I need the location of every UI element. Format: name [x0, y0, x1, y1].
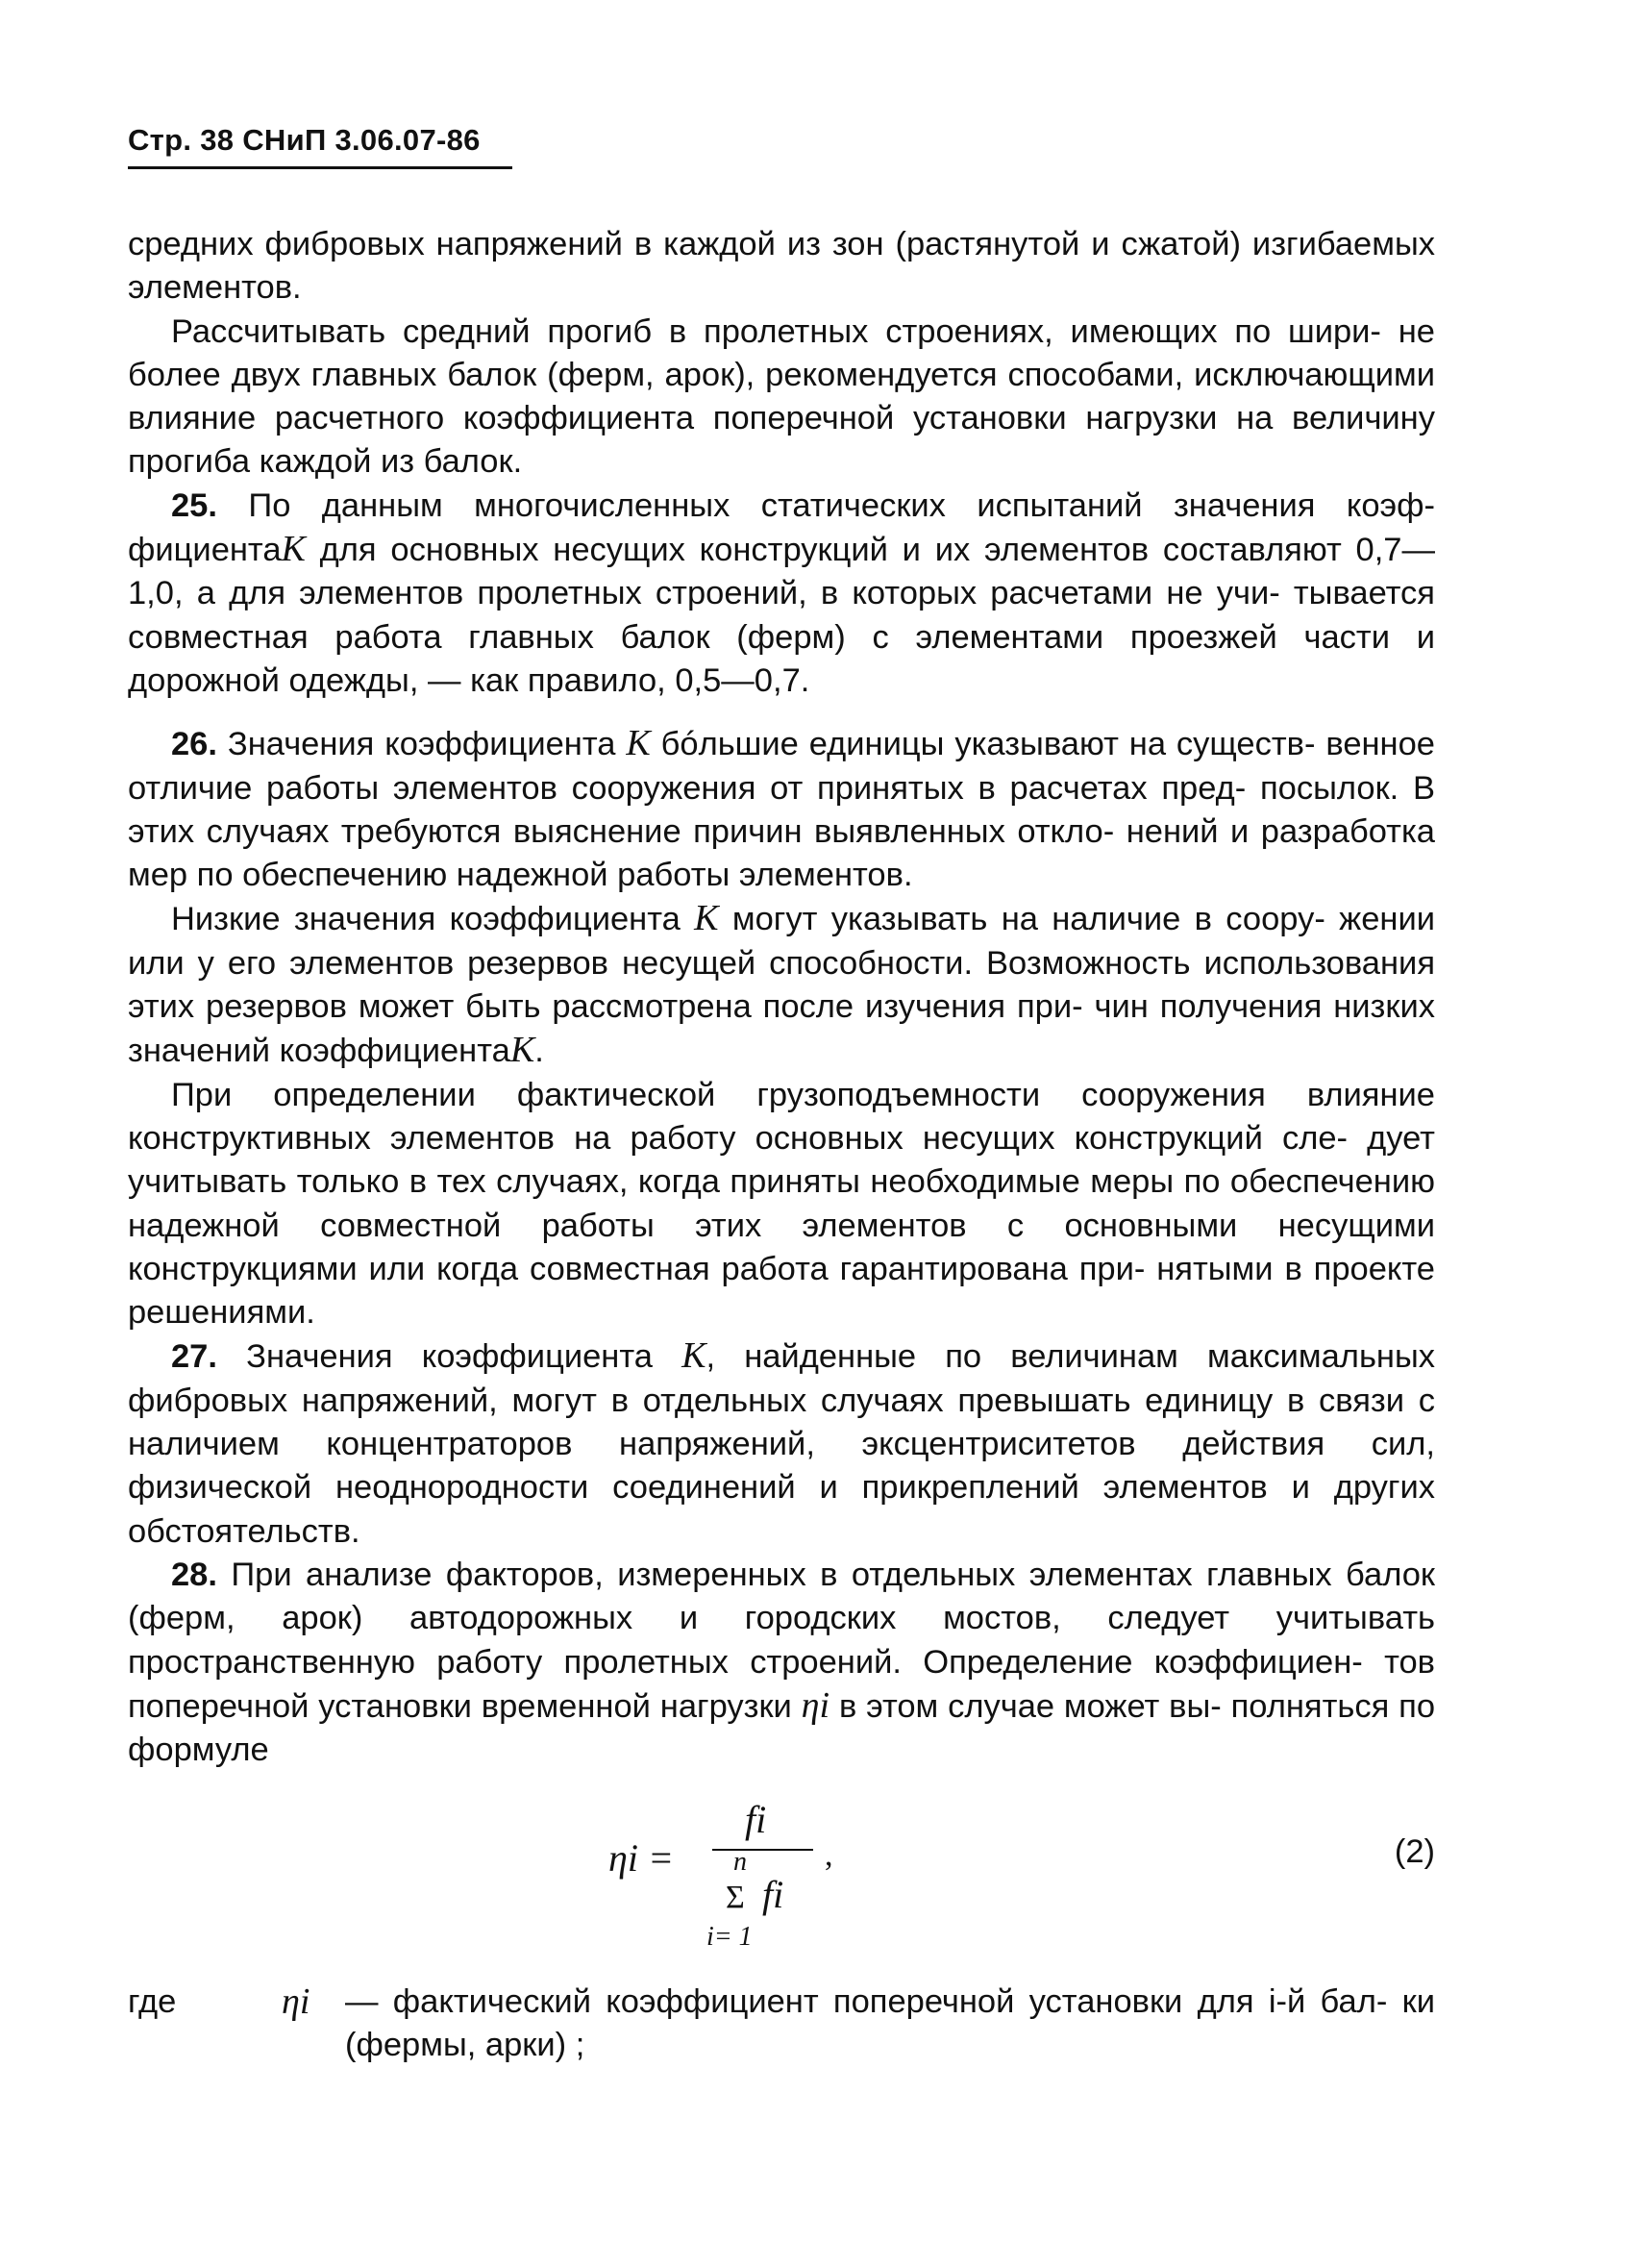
clause-27	[128, 1334, 1435, 1553]
clause-text: Значения коэффициента	[246, 1338, 653, 1376]
clause-text: в этом случае может вы- полняться по формуле	[128, 1687, 1436, 1769]
clause-text: для основных несущих конструкций и их элементов составляют 0,7—1,0, а для элементов пролетных строений, в которых расчетами не учи- тывается совместная работа главных балок (ферм) с элементами проезжей части и дорожной одежды, — как правило, 0,5—0,7.	[128, 532, 1435, 699]
clause-text: По данным многочисленных статических испытаний значения коэф- фициента	[128, 486, 1435, 569]
formula-lhs: ηi =	[608, 1836, 674, 1880]
body-text	[128, 223, 1435, 1772]
variable-k: K	[694, 898, 719, 939]
variable-k: K	[626, 723, 651, 764]
variable-k: K	[281, 529, 306, 570]
formula-number: (2)	[1394, 1833, 1435, 1870]
variable-eta: ηi	[801, 1684, 830, 1726]
clause-25	[128, 485, 1435, 703]
clause-number: 26.	[171, 726, 217, 763]
clause-text: При анализе факторов, измеренных в отдельных элементах главных балок (ферм, арок) автодорожных и городских мостов, следует учитывать пространственную работу пролетных строений. Определение коэффициен- тов поперечной установки временной нагрузки	[128, 1556, 1435, 1725]
clause-28	[128, 1554, 1435, 1772]
sum-term: fi	[762, 1873, 784, 1916]
paragraph	[128, 897, 1435, 1073]
variable-k: K	[509, 1030, 535, 1071]
paragraph-text: Низкие значения коэффициента	[171, 901, 681, 938]
paragraph-continuation: средних фибровых напряжений в каждой из зон (растянутой и сжатой) изгибаемых элементов.	[128, 226, 1435, 307]
clause-26	[128, 722, 1435, 897]
clause-text: , найденные по величинам максимальных фибровых напряжений, могут в отдельных случаях превышать единицу в связи с наличием концентраторов напряжений, эксцентриситетов действия сил, физической неоднородности соединений и прикреплений элементов и других обстоятельств.	[128, 1338, 1436, 1550]
variable-k: K	[681, 1335, 706, 1377]
paragraph-text: могут указывать на наличие в соору- жении или у его элементов резервов несущей способности. Возможность использования этих резервов может быть рассмотрена после изучения при- чин получения низких значений коэффициента	[128, 901, 1435, 1070]
where-definition: — фактический коэффициент поперечной установки для i-й бал- ки (фермы, арки) ;	[345, 1983, 1435, 2063]
header-rule	[128, 166, 512, 169]
sigma-symbol: Σ	[726, 1880, 745, 1915]
where-label: где	[128, 1983, 177, 2020]
formula-comma: ,	[825, 1837, 833, 1873]
formula-fraction	[706, 1798, 813, 1966]
clause-number: 25.	[171, 486, 217, 524]
fraction-bar	[712, 1849, 813, 1851]
clause-number: 28.	[171, 1556, 217, 1593]
clause-text: бóльшие единицы указывают на существ- венное отличие работы элементов сооружения от принятых в расчетах пред- посылок. В этих случаях требуются выяснение причин выявленных откло- нений и разработка мер по обеспечению надежной работы элементов.	[128, 726, 1435, 894]
paragraph: При определении фактической грузоподъемности сооружения влияние конструктивных элементов на работу основных несущих конструкций сле- дует учитывать только в тех случаях, когда приняты необходимые меры по обеспечению надежной совместной работы этих элементов с основными несущими конструкциями или когда совместная работа гарантирована при- нятыми в проекте решениями.	[128, 1076, 1435, 1332]
formula-numerator: fi	[745, 1798, 767, 1841]
sum-upper-limit: n	[733, 1847, 747, 1877]
paragraph: Рассчитывать средний прогиб в пролетных строениях, имеющих по шири- не более двух главных балок (ферм, арок), рекомендуется способами, исключающими влияние расчетного коэффициента поперечной установки нагрузки на величину прогиба каждой из балок.	[128, 312, 1435, 481]
page-header: Стр. 38 СНиП 3.06.07-86	[128, 123, 481, 157]
clause-text: Значения коэффициента	[227, 726, 616, 763]
where-symbol: ηi	[282, 1981, 310, 2022]
sum-lower-limit: i= 1	[706, 1922, 753, 1952]
clause-number: 27.	[171, 1338, 217, 1376]
paragraph-text: .	[534, 1033, 544, 1070]
formula-2	[128, 1783, 1435, 1961]
